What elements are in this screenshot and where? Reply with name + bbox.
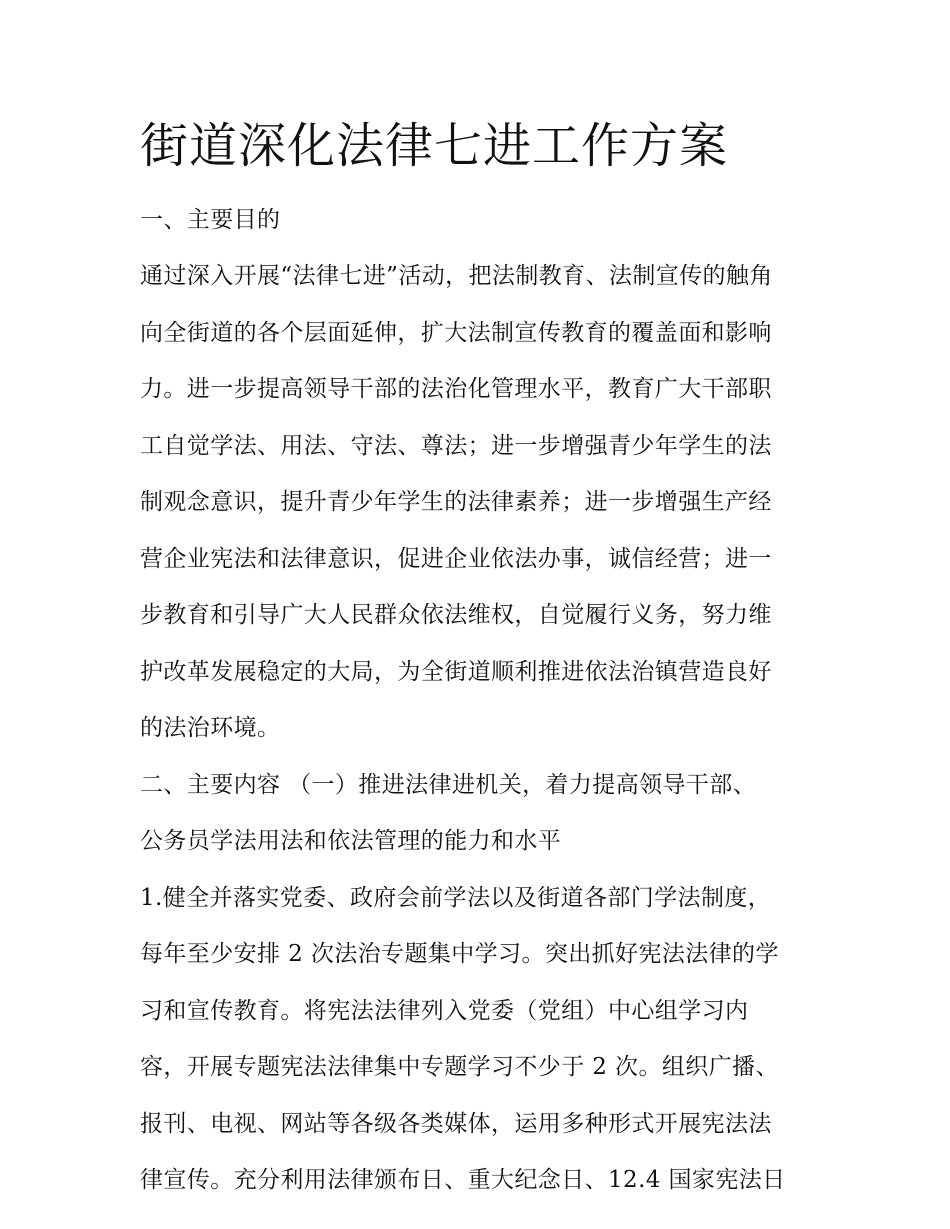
body-text-line: 每年至少安排 2 次法治专题集中学习。突出抓好宪法法律的学 [140,941,779,967]
section-heading-main-content: 二、主要内容 （一）推进法律进机关，着力提高领导干部、 [140,772,757,798]
body-text-line: 步教育和引导广大人民群众依法维权，自觉履行义务，努力维 [140,602,772,628]
body-text-line: 工自觉学法、用法、守法、尊法；进一步增强青少年学生的法 [140,433,772,459]
section-heading-main-purpose: 一、主要目的 [140,207,281,233]
body-text-line: 的法治环境。 [140,715,281,741]
body-text-line: 通过深入开展“法律七进”活动，把法制教育、法制宣传的触角 [140,263,773,289]
body-text-line: 容，开展专题宪法法律集中专题学习不少于 2 次。组织广播、 [140,1054,779,1080]
body-text-line: 护改革发展稳定的大局，为全街道顺利推进依法治镇营造良好 [140,659,772,685]
body-text-line: 向全街道的各个层面延伸，扩大法制宣传教育的覆盖面和影响 [140,320,772,346]
body-text-line: 律宣传。充分利用法律颁布日、重大纪念日、12.4 国家宪法日 [140,1167,786,1193]
body-text-line: 公务员学法用法和依法管理的能力和水平 [140,828,562,854]
body-text-line: 制观念意识，提升青少年学生的法律素养；进一步增强生产经 [140,489,772,515]
body-text-line: 报刊、电视、网站等各级各类媒体，运用多种形式开展宪法法 [140,1111,772,1137]
body-text-line: 习和宣传教育。将宪法法律列入党委（党组）中心组学习内 [140,998,749,1024]
body-text-line: 营企业宪法和法律意识，促进企业依法办事，诚信经营；进一 [140,546,772,572]
body-text-line: 力。进一步提高领导干部的法治化管理水平，教育广大干部职 [140,376,772,402]
body-text-line: 1.健全并落实党委、政府会前学法以及街道各部门学法制度， [140,885,772,911]
document-title: 街道深化法律七进工作方案 [140,118,729,174]
